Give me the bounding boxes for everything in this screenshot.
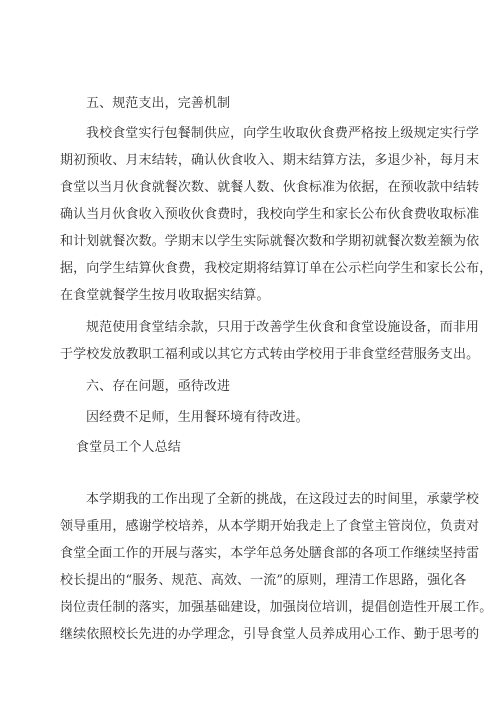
paragraph-line: 继续依照校长先进的办学理念，引导食堂人员养成用心工作、勤于思考的 xyxy=(60,627,480,642)
paragraph-line: 在食堂就餐学生按月收取据实结算。 xyxy=(60,288,270,303)
paragraph-line: 确认当月伙食收入预收伙食费时，我校向学生和家长公布伙食费收取标准 xyxy=(60,207,480,222)
paragraph-line: 规范使用食堂结余款，只用于改善学生伙食和食堂设施设备，而非用 xyxy=(86,320,480,335)
paragraph-line: 食堂以当月伙食就餐次数、就餐人数、伙食标准为依据，在预收款中结转 xyxy=(60,180,480,195)
paragraph-line: 领导重用，感谢学校培养，从本学期开始我走上了食堂主管岗位，负责对 xyxy=(60,519,480,534)
paragraph-line: 于学校发放教职工福利或以其它方式转由学校用于非食堂经营服务支出。 xyxy=(60,347,480,362)
section-heading: 五、规范支出，完善机制 xyxy=(86,96,231,111)
paragraph-line: 因经费不足师，生用餐环境有待改进。 xyxy=(86,410,309,425)
paragraph-line: 和计划就餐次数。学期末以学生实际就餐次数和学期初就餐次数差额为依 xyxy=(60,234,480,249)
paragraph-line: 据，向学生结算伙食费，我校定期将结算订单在公示栏向学生和家长公布， xyxy=(60,261,493,276)
document-title: 食堂员工个人总结 xyxy=(76,440,181,455)
paragraph-line: 食堂全面工作的开展与落实，本学年总务处膳食部的各项工作继续坚持雷 xyxy=(60,546,480,561)
paragraph-line: 校长提出的“服务、规范、高效、一流”的原则，理清工作思路，强化各 xyxy=(60,573,467,588)
paragraph-line: 岗位责任制的落实，加强基础建设，加强岗位培训，提倡创造性开展工作。 xyxy=(60,600,493,615)
section-heading: 六、存在问题，亟待改进 xyxy=(86,379,231,394)
paragraph-line: 期初预收、月末结转，确认伙食收入、期末结算方法，多退少补，每月末 xyxy=(60,153,480,168)
paragraph-line: 本学期我的工作出现了全新的挑战，在这段过去的时间里，承蒙学校 xyxy=(86,492,480,507)
paragraph-line: 我校食堂实行包餐制供应，向学生收取伙食费严格按上级规定实行学 xyxy=(86,126,480,141)
